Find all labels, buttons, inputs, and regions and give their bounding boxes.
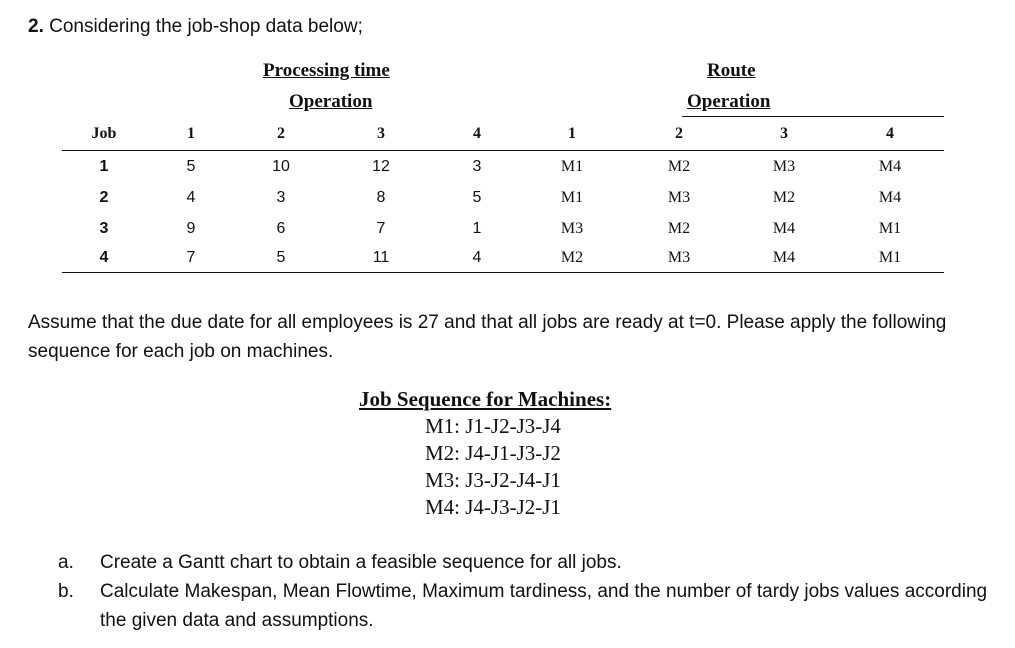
table-row: [62, 151, 944, 183]
route-machine: M2: [772, 188, 796, 206]
processing-time: 10: [272, 157, 290, 175]
col-route-4: 4: [836, 118, 944, 151]
processing-time: 5: [186, 157, 196, 175]
route-machine: M4: [732, 244, 836, 273]
task-text: Calculate Makespan, Mean Flowtime, Maximum tardiness, and the number of tardy jobs values according the given data and assumptions.: [100, 581, 988, 631]
processing-time: 3: [472, 157, 482, 175]
table-row: [62, 182, 944, 213]
machine-sequence-m3: M3: J3-J2-J4-J1: [425, 468, 561, 492]
processing-time: 12: [372, 157, 390, 175]
col-pt-4: 4: [436, 118, 518, 151]
job-id: 1: [99, 157, 109, 175]
task-marker: b.: [58, 581, 74, 602]
table-row: [62, 213, 944, 244]
processing-time: 6: [276, 219, 286, 237]
task-text: Create a Gantt chart to obtain a feasible sequence for all jobs.: [100, 552, 622, 573]
processing-time: 7: [146, 244, 236, 273]
route-machine: M1: [560, 157, 584, 175]
col-pt-3: 3: [326, 118, 436, 151]
job-sequence-title: Job Sequence for Machines:: [359, 387, 612, 411]
processing-time: 8: [376, 188, 386, 206]
table-row: [62, 244, 944, 273]
col-route-2: 2: [626, 118, 732, 151]
job-id: 3: [99, 219, 109, 237]
route-machine: M1: [878, 219, 902, 237]
processing-time: 7: [376, 219, 386, 237]
route-machine: M2: [667, 157, 691, 175]
route-machine: M4: [878, 157, 902, 175]
col-route-1: 1: [518, 118, 626, 151]
job-id: 4: [62, 244, 146, 273]
job-sequence-block: [359, 386, 611, 521]
table-header-row: [62, 118, 944, 151]
route-machine: M3: [626, 244, 732, 273]
list-item: [58, 548, 988, 577]
assumption-paragraph: Assume that the due date for all employees is 27 and that all jobs are ready at t=0. Please apply the following sequence for each job on machines.: [28, 312, 947, 362]
route-operation-label: Operation: [687, 91, 771, 112]
list-item: [58, 577, 988, 635]
route-machine: M3: [772, 157, 796, 175]
route-machine: M1: [836, 244, 944, 273]
route-machine: M3: [560, 219, 584, 237]
route-machine: M2: [518, 244, 626, 273]
route-machine: M4: [772, 219, 796, 237]
col-pt-1: 1: [146, 118, 236, 151]
processing-time: 4: [186, 188, 196, 206]
processing-time-header: Processing time: [263, 60, 390, 81]
task-list: [58, 548, 988, 635]
job-id: 2: [99, 188, 109, 206]
question-text: Considering the job-shop data below;: [49, 16, 363, 37]
route-machine: M1: [560, 188, 584, 206]
machine-sequence-m1: M1: J1-J2-J3-J4: [425, 414, 561, 438]
col-route-3: 3: [732, 118, 836, 151]
machine-sequence-m2: M2: J4-J1-J3-J2: [425, 441, 561, 465]
processing-time: 1: [472, 219, 482, 237]
processing-operation-label: Operation: [289, 91, 373, 112]
question-number: 2.: [28, 16, 44, 37]
route-machine: M2: [667, 219, 691, 237]
job-shop-table: [62, 118, 944, 273]
route-machine: M4: [878, 188, 902, 206]
col-job: Job: [62, 118, 146, 151]
task-marker: a.: [58, 552, 74, 573]
processing-time: 5: [236, 244, 326, 273]
route-machine: M3: [667, 188, 691, 206]
processing-time: 9: [186, 219, 196, 237]
processing-time: 4: [436, 244, 518, 273]
route-header-rule: [682, 116, 944, 117]
col-pt-2: 2: [236, 118, 326, 151]
question-heading: [28, 16, 363, 38]
processing-time: 11: [326, 244, 436, 273]
route-header: Route: [707, 60, 756, 81]
processing-time: 3: [276, 188, 286, 206]
processing-time: 5: [472, 188, 482, 206]
machine-sequence-m4: M4: J4-J3-J2-J1: [425, 495, 561, 519]
